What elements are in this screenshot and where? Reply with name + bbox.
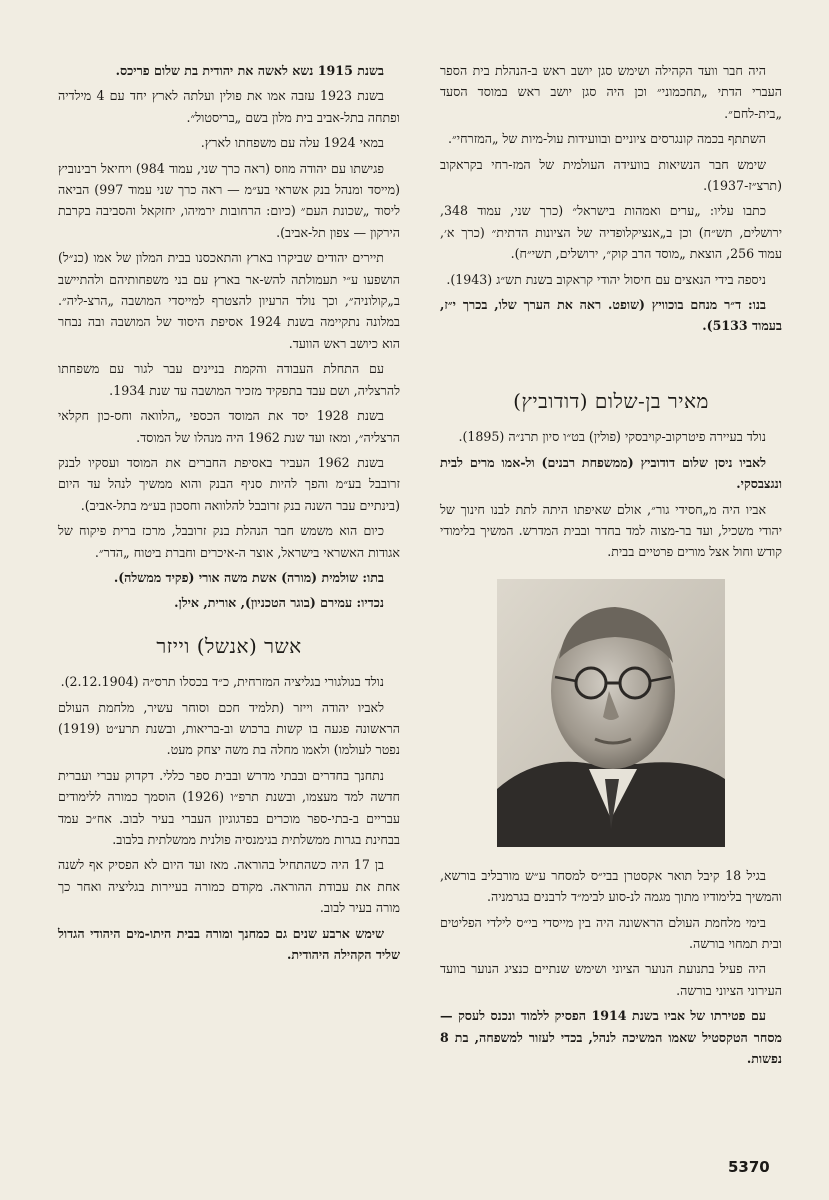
portrait-photo [497,579,725,847]
paragraph: ניספה בידי הנאצים עם חיסול יהודי קראקוב בשנת תש״ג (1943). [446,271,766,287]
paragraph: נולד בגולגורי בגליציה המזרחית, כ״ד בכסלו תרס״ה (2.12.1904). [60,674,384,690]
right-column [440,60,782,1073]
paragraph: שימש חבר הנשיאות בוועידה העולמית של המז-רחי בקראקוב (תרצ״ז-1937). [440,156,782,194]
paragraph: בגיל 18 קיבל תואר אקסטרן בבי״ס למסחר ע״ש מורבליב בורשא, והמשיך בלימודיו מתוך מגמה לנ-סוע לבימ״ד לרבנים בגרמניה. [440,867,782,905]
left-column [58,60,400,969]
paragraph: בשנת 1962 העביר באסיפת החברים את המוסד ועסקיו לבנק זרובבל בע״מ והפך להיות סניף הבנק והוא ממשיך לנהל עד היום (בינתיים עבר השנה בנק זרובבל להלוואה וחסכון בע״מ בתל-אביב). [58,454,400,513]
paragraph: היה חבר וועד הקהילה ושימש סגן יושב ראש ב-הנהלת בית הספר העברי הדתי „תחכמוני״ וכן היה סגן יושב ראש במוסד הסעד „בית-לחם״. [440,63,782,121]
paragraph: בנו: ד״ר מנחם בוכוויץ (שופט. ראה את הערך שלו, בכרך י״ז, בעמוד 5133). [440,297,782,334]
paragraph: עם התחלת העבודה והקמת בניינים עבר לגור עם משפחתו להרצליה, ושם עבד בתפקיד מזכיר המושבה עד שנת 1934. [58,361,400,398]
paragraph: בימי מלחמת העולם הראשונה היה בין מייסדי בי״ס לילדי הפליטים ובית תמחוי בורשה. [440,914,782,951]
paragraph: נתחנך בחדרים ובבתי מדרש ובבית ספר כללי. דקדוק עברי ועברית חדשה למד מעצמו, ובשנת תרפ״ו (1926) הוסמך כמורה ללימודים עבריים ב-בתי-ספר מוכרים בפדגוגיון העברי בעיר לבוב. אח״כ עמד בבחינת בגרות ממשלתית בגימנסיה פולנית ממשלתית בלבוב. [58,767,400,847]
paragraph: נכדיו: עמירם (בוגר הטכניון), אורית, אילן. [174,595,384,611]
paragraph: היה פעיל בתנועת הנוער הציוני ושימש שנתיים כנציג הנוער בוועד העירוני הציוני בורשה. [440,961,782,998]
paragraph: בשנת 1915 נשא לאשה את יהודית בת שלום פריכס. [115,63,384,78]
paragraph: אביו היה מ„חסידי גור״, אולם שאיפתו היתה לתת לבנו חינוך של יהודי משכיל, ועד בר-מצוה למד בחדר ובבית המדרש. המשיך בלימודי קודש וחול אצל מורים פרטיים בבית. [440,501,782,560]
paragraph: לאביו ניסן שלום דודוביץ (ממשפחת רבנים) ול-אמו מרים לבית ונגצבסקי. [440,454,782,492]
paragraph: השתתף בכמה קונגרסים ציוניים ובוועידות עול-מיות של „המזרחי״. [448,131,766,147]
paragraph: בשנת 1923 עזבה אמו את פולין ועלתה לארץ יחד עם 4 מילדיה ופתחה בתל-אביב בית מלון בשם „בריסטול״. [58,88,400,125]
paragraph: נולד בעיירה פיטרקוב-קויבסקי (פולין) בט״ו סיון תרנ״ה (1895). [458,429,766,445]
paragraph: פגישתו עם יהודה מוזס (ראה כרך שני, עמוד 984) ויחיאל רבינוביץ (מייסד ומנהל בנק אשראי בע״מ — ראה כרך שני עמוד 997) הביאה ליסוד „שכונת העם״ (כיום: הרחובות ירמיהו, יחזקאל והסביבה בקרבת הירקון — צפון תל-אביב). [58,160,400,240]
paragraph: בן 17 היה כשהתחיל בהוראה. מאז ועד היום לא הפסיק אף לשנה אחת את עבודת ההוראה. מקודם כמורה בעיירות בגליציה ואחר כך מורה בעיר לבוב. [58,857,400,916]
paragraph: כתבו עליו: „ערים ואמהות בישראל״ (כרך שני, עמוד 348, ירושלים, תש״ח) וכן ב„אנציקלופדיה של הציונות הדתית״ (כרך א׳, עמוד 256, הוצאת „מוסד הרב קוק״, ירושלים, תשי״ח). [440,203,782,262]
paragraph: עם פטירתו של אביו בשנת 1914 הפסיק ללמוד ונכנס לעסק — מסחר הטקסטיל שאמו המשיכה לנהל, בכדי לעזור למשפחה, בת 8 נפשות. [440,1008,782,1066]
paragraph: תיירים יהודים שביקרו בארץ והתאכסנו בבית המלון של אמו (כנ״ל) הושפעו ע״י תעמולתה להש-אר בארץ עם בני משפחותיהם ולהתיישב ב„קולוניה״, וכך נולד הרעיון להצטרף למייסדי המושבה „הרצ-ליה״. במלונה נתקיימה בשנת 1924 אסיפת היסוד של המושבה ובה נבחר הוא כיושב ראש הוועד. [58,250,400,351]
portrait-image [497,579,725,847]
page-number: 5370 [728,1158,770,1176]
entry-heading-meir-ben-shalom: מאיר בן-שלום (דודוביץ) [513,388,709,413]
paragraph: בשנת 1928 יסד את המוסד הכספי „הלוואה וחס-כון חקלאי הרצליה״, ומאז ועד שנת 1962 היה מנהלו של המוסד. [58,408,400,445]
entry-heading-asher-weiser: אשר (אנשל) וייזר [156,633,302,658]
paragraph: שימש ארבע שנים גם כמחנך ומורה בבית היתו-מים היהודי הגדול שליד הקהילה היהודית. [58,925,400,963]
paragraph: כיום הוא משמש חבר הנהלת בנק זרובבל, מרכז ברית פיקוח של אגודות האשראי בישראל, אוצר ה-איכרים וחברת ביטוח „הדר״. [58,523,400,560]
paragraph: לאביו יהודה וייזר (תלמיד חכם וסוחר עשיר, מלחמת העולם הראשונה פגעה בו קשות ברכוש וב-בריאות, ובשנת תרע״ט (1919) נפטר לעולמו) ולאמו מחלה בת משה יצחק מעט. [58,699,400,758]
paragraph: במאי 1924 עלה עם משפחתו לארץ. [200,135,384,151]
paragraph: בתו: שולמית (מורה) אשת משה אורי (פקיד ממשלה). [113,569,384,585]
